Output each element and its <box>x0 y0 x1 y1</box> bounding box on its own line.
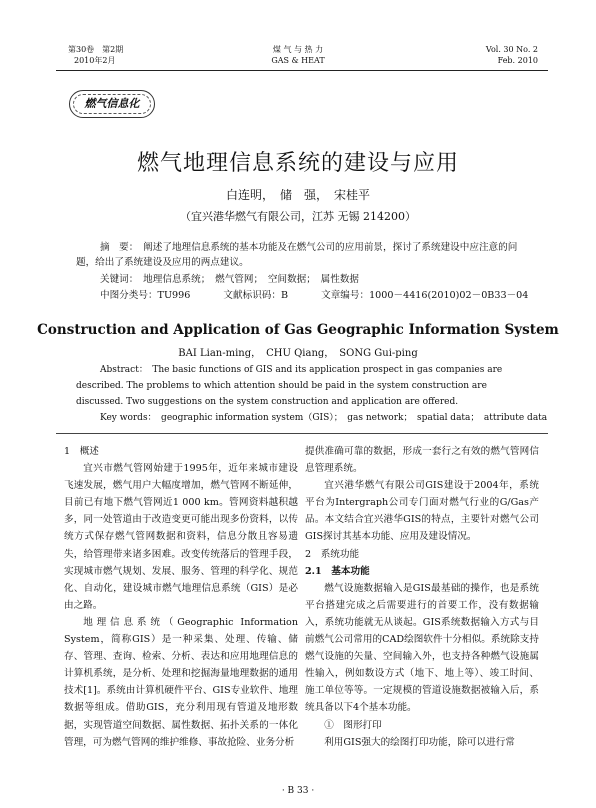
authors-cn: 白连明， 储 强， 宋桂平 <box>225 188 370 202</box>
body-paragraph: 提供准确可靠的数据，形成一套行之有效的燃气管网信息管理系统。 <box>305 446 539 475</box>
abstract-en: Abstract： The basic functions of GIS and its application prospect in gas companies are described. The problems to which attention should be paid in the system construction are discussed. Two suggestions on the system construction and application are offered. <box>76 365 503 407</box>
subsection-heading: 2.1 基本功能 <box>305 565 370 577</box>
body-paragraph: 利用GIS强大的绘图打印功能，除可以进行常 <box>324 736 515 748</box>
body-column-left <box>64 443 298 751</box>
body-column-right <box>305 443 539 751</box>
body-paragraph: 地理信息系统（Geographic Information System，简称GIS）是一种采集、处理、传输、储存、管理、查询、检索、分析、表达和应用地理信息的计算机系统，是分析、处理和挖掘海量地理数据的通用技术[1]。系统由计算机硬件平台、GIS专业软件、地理数据等组成。借助GIS，充分利用现有管道及地形数据，实现管道空间数据、属性数据、拓扑关系的一体化管理，可为燃气管网的维护维修、事故抢险、业务分析 <box>64 616 298 748</box>
section-badge-label: 燃气信息化 <box>84 97 140 110</box>
section-heading: 1 概述 <box>64 446 99 457</box>
date-cn: 2010年2月 <box>74 56 116 65</box>
running-header-right <box>486 44 538 66</box>
body-paragraph: ① 图形打印 <box>324 719 382 731</box>
page-number: · B 33 · <box>281 786 315 796</box>
journal-name-en: GAS & HEAT <box>271 56 325 65</box>
keywords-cn: 关键词： 地理信息系统； 燃气管网； 空间数据； 属性数据 <box>100 274 360 285</box>
affiliation-cn: （宜兴港华燃气有限公司，江苏 无锡 214200） <box>180 210 416 223</box>
date-en: Feb. 2010 <box>497 56 538 65</box>
article-title-cn: 燃气地理信息系统的建设与应用 <box>136 151 459 176</box>
classification-line <box>100 288 558 303</box>
clc-number: 中图分类号：TU996 <box>100 290 191 301</box>
article-title-en: Construction and Application of Gas Geographic Information System <box>37 322 559 338</box>
volume-issue-en: Vol. 30 No. 2 <box>485 45 538 54</box>
abstract-cn: 摘 要： 阐述了地理信息系统的基本功能及在燃气公司的应用前景，探讨了系统建设中应注意的问题，给出了系统建设及应用的两点建议。 <box>76 242 518 268</box>
document-code: 文献标识码：B <box>223 290 289 301</box>
section-badge <box>69 90 155 118</box>
body-paragraph: 燃气设施数据输入是GIS最基础的操作，也是系统平台搭建完成之后需要进行的首要工作，没有数据输入，系统功能就无从谈起。GIS系统数据输入方式与目前燃气公司常用的CAD绘图软件十分相似。系统除支持燃气设施的矢量、空间输入外，也支持各种燃气设施属性输入，例如数设方式（地下、地上等）、竣工时间、施工单位等等。一定规模的管道设施数据被输入后，系统具备以下4个基本功能。 <box>305 582 539 714</box>
journal-name-cn: 煤 气 与 热 力 <box>272 45 324 54</box>
abstract-divider <box>56 433 548 434</box>
volume-issue-cn: 第30卷 第2期 <box>68 45 124 54</box>
authors-en: BAI Lian-ming， CHU Qiang， SONG Gui-ping <box>178 348 418 359</box>
keywords-en: Key words： geographic information system（GIS）； gas network； spatial data； attribute data <box>100 413 548 423</box>
header-rule <box>56 70 548 71</box>
badge-border <box>73 94 151 114</box>
article-number: 文章编号：1000－4416(2010)02－0B33－04 <box>321 290 529 301</box>
section-heading: 2 系统功能 <box>305 548 360 560</box>
body-paragraph: 宜兴港华燃气有限公司GIS建设于2004年，系统平台为Intergraph公司专门面对燃气行业的G/Gas产品。本文结合宜兴港华GIS的特点，主要针对燃气公司GIS探讨其基本功能、应用及建设情况。 <box>305 480 539 543</box>
body-paragraph: 宜兴市燃气管网始建于1995年，近年来城市建设飞速发展，燃气用户大幅度增加，燃气管网不断延伸，目前已有地下燃气管网近1 000 km。管网资料越积越多，同一处管道由于改造变更可能出现多份资料，以传统方式保存燃气管网数据和资料，信息分散且容易遗失，给管理带来诸多困难。改变传统落后的管理手段，实现城市燃气规划、发展、服务、管理的科学化、规范化、自动化，建设城市燃气地理信息系统（GIS）是必由之路。 <box>64 463 298 611</box>
